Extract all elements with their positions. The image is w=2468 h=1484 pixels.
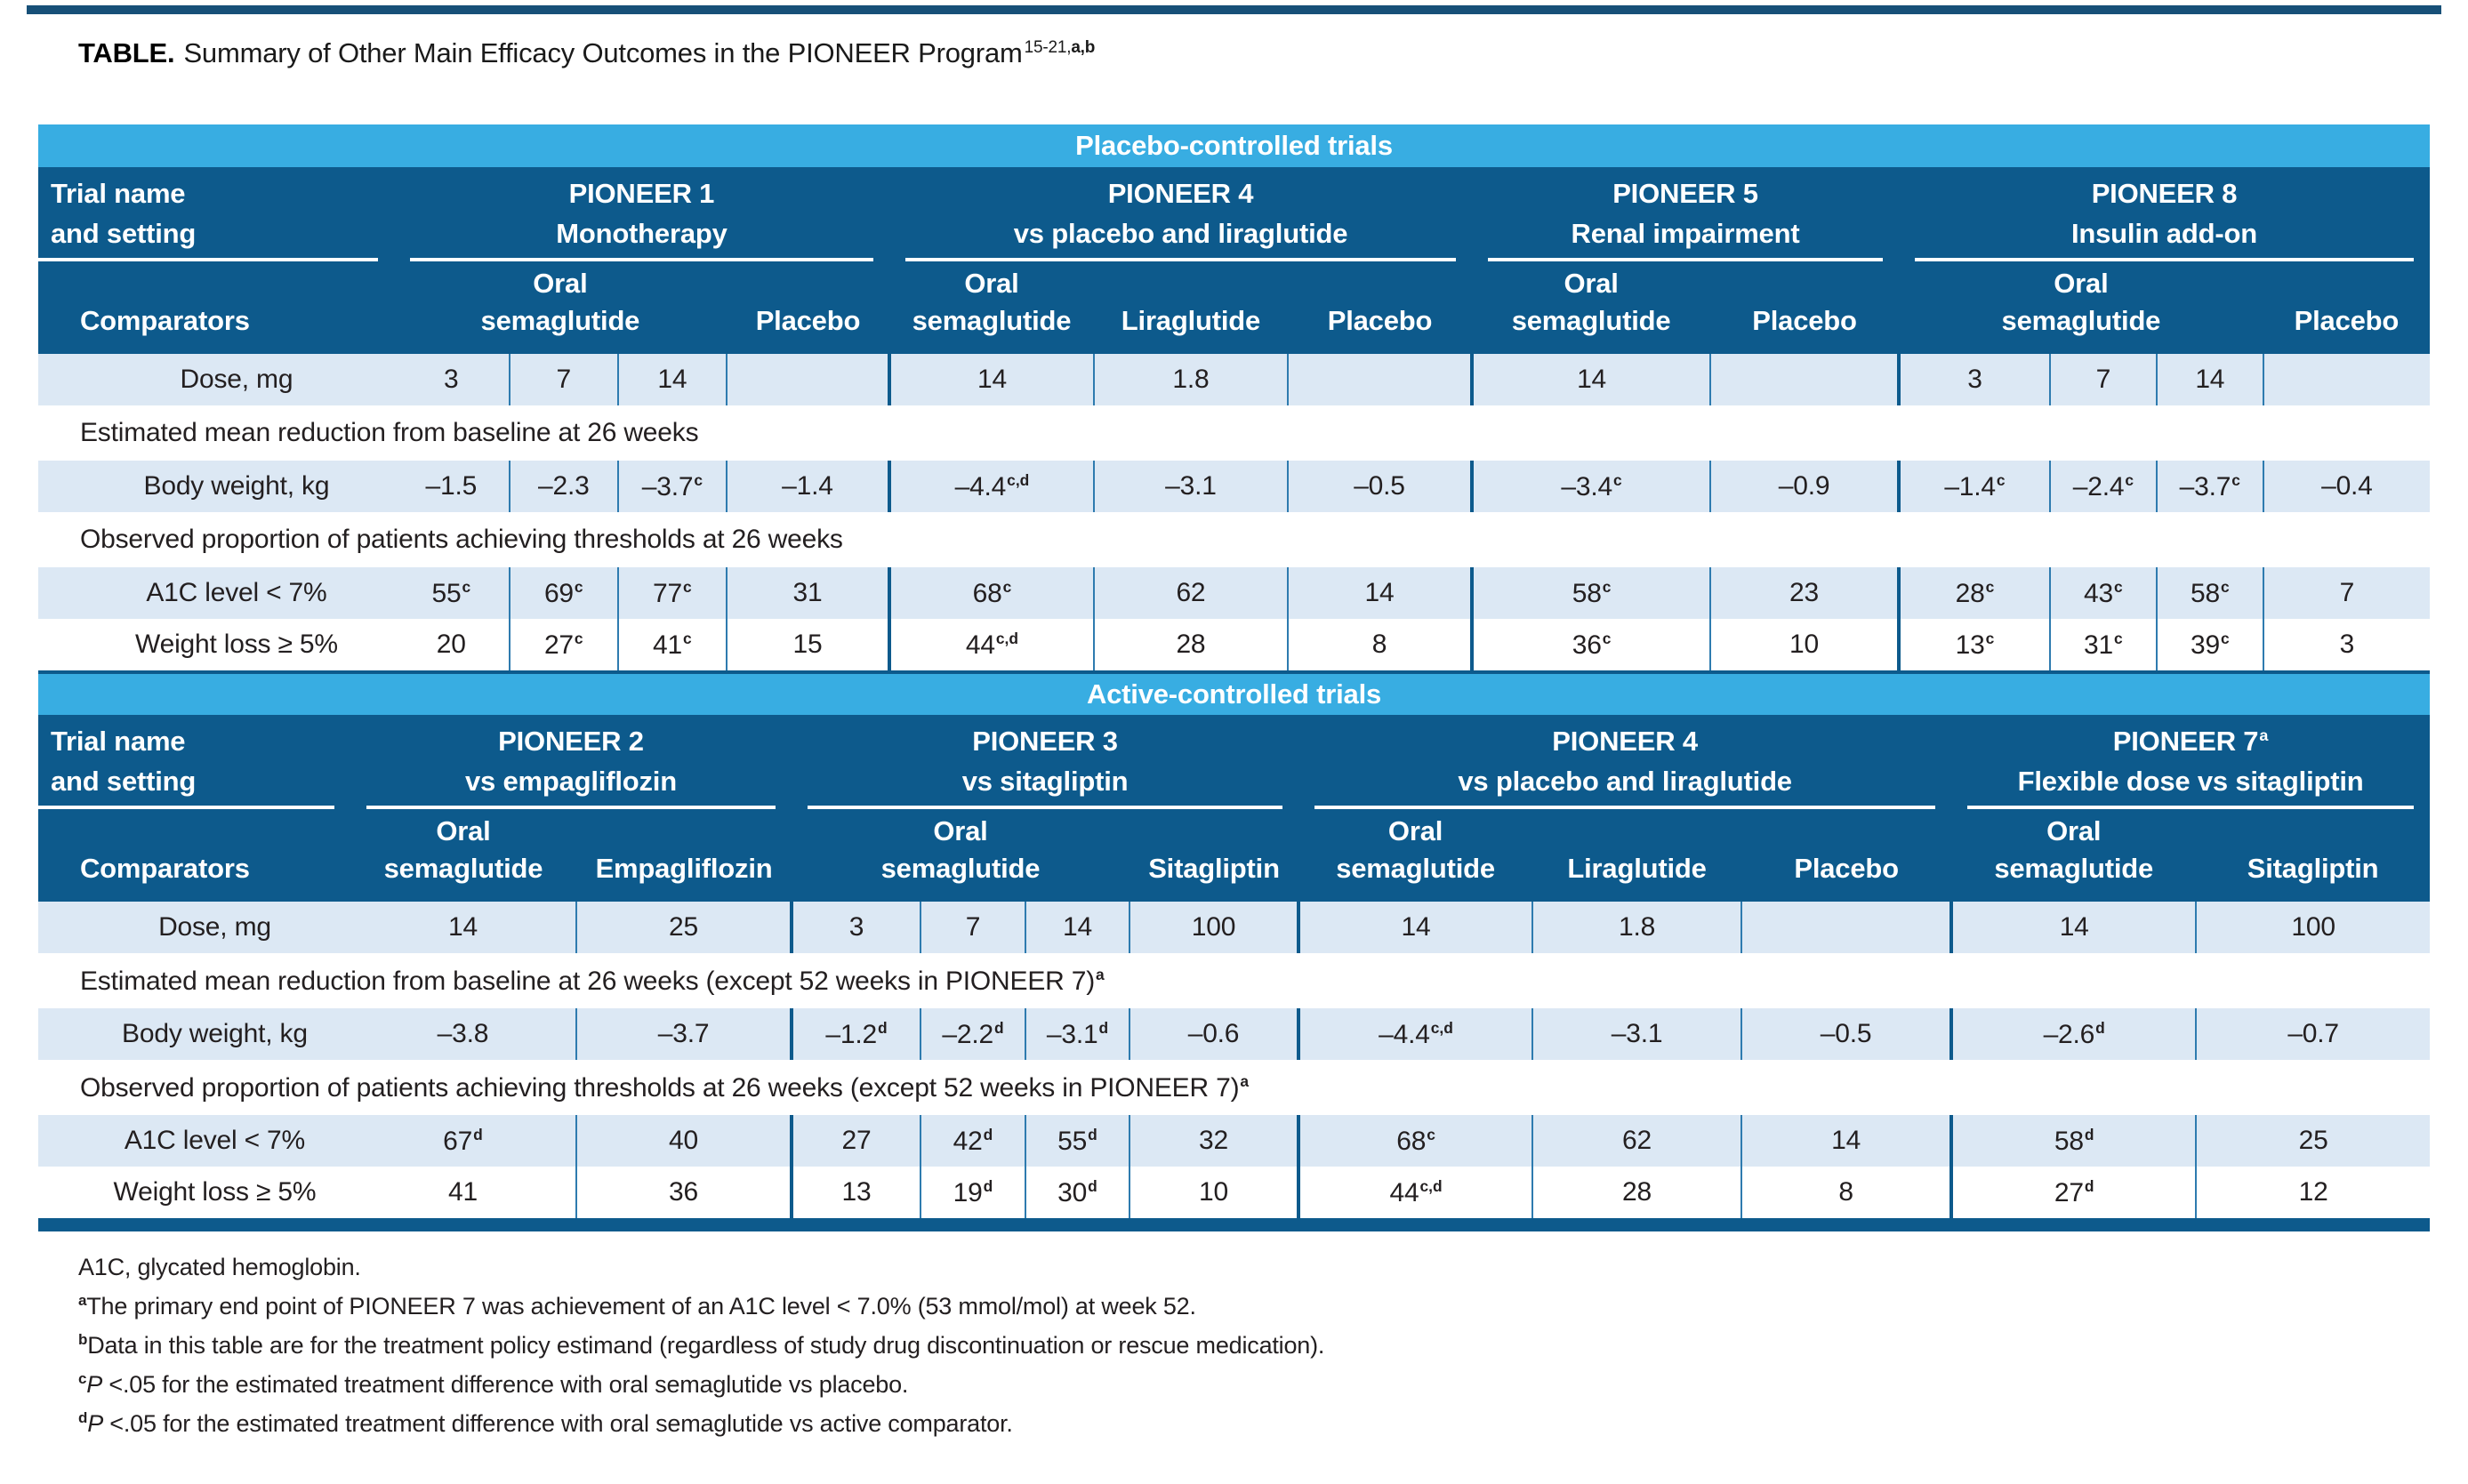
superscript-note: d — [2084, 1176, 2094, 1195]
table-cell: 55$^c$ — [394, 567, 510, 619]
table-row — [38, 1060, 2430, 1115]
table-cell: 14 — [350, 902, 576, 953]
table-cell: 1.8 — [1094, 354, 1288, 405]
footnote-superscript: d — [78, 1409, 88, 1426]
table-cell: –4.4$^{c,d}$ — [889, 461, 1094, 512]
row-label: A1C level < 7% — [38, 567, 394, 619]
table-cell: 23 — [1710, 567, 1899, 619]
row-label: A1C level < 7% — [38, 1115, 350, 1167]
table-cell: 36 — [576, 1167, 792, 1218]
table-cell: 25 — [2196, 1115, 2430, 1167]
table-cell: 28 — [1094, 619, 1288, 670]
table-cell: 40 — [576, 1115, 792, 1167]
header-underline — [410, 258, 873, 261]
table-cell: 7 — [2263, 567, 2430, 619]
table-cell: –0.5 — [1741, 1008, 1951, 1060]
table-row — [38, 809, 2430, 902]
row-label: Dose, mg — [38, 902, 350, 953]
section-band: Active-controlled trials — [38, 672, 2430, 715]
table-row — [38, 261, 2430, 354]
table-cell: 20 — [394, 619, 510, 670]
efficacy-table — [38, 124, 2430, 1231]
table-cell: –1.4 — [727, 461, 889, 512]
header-underline — [38, 806, 334, 809]
table-cell: 62 — [1532, 1115, 1741, 1167]
comparator-header: Placebo — [2263, 261, 2430, 354]
table-cell: –0.5 — [1288, 461, 1472, 512]
table-cell: 39$^c$ — [2157, 619, 2263, 670]
header-underline — [1488, 258, 1883, 261]
table-cell: 41 — [350, 1167, 576, 1218]
table-cell: 13 — [792, 1167, 920, 1218]
superscript-note: c — [462, 577, 471, 596]
table-row — [38, 953, 2430, 1008]
superscript-note: c,d — [1419, 1176, 1443, 1195]
superscript-note: a — [1240, 1071, 1250, 1090]
table-cell: 10 — [1710, 619, 1899, 670]
superscript-note: d — [993, 1018, 1004, 1037]
section-label-row: Estimated mean reduction from baseline at 26 weeks (except 52 weeks in PIONEER 7)$^a$ — [38, 953, 2430, 1008]
row-label: Body weight, kg — [38, 461, 394, 512]
comparator-header: Oral semaglutide — [1951, 809, 2196, 902]
table-row — [38, 672, 2430, 715]
footnote: A1C, glycated hemoglobin. — [78, 1254, 361, 1280]
comparator-header: Liraglutide — [1094, 261, 1288, 354]
comparator-header: Oral semaglutide — [394, 261, 727, 354]
trial-header: PIONEER 2 vs empagliflozin — [350, 715, 792, 809]
table-cell: 42$^d$ — [920, 1115, 1025, 1167]
table-cell: –3.7 — [576, 1008, 792, 1060]
table-cell: 41$^c$ — [618, 619, 727, 670]
trial-header: PIONEER 1 Monotherapy — [394, 167, 889, 261]
section-band: Placebo-controlled trials — [38, 124, 2430, 167]
table-cell: –1.2$^d$ — [792, 1008, 920, 1060]
superscript-note: d — [1088, 1125, 1097, 1143]
table-row — [38, 124, 2430, 167]
table-cell: 13$^c$ — [1899, 619, 2050, 670]
trial-header: PIONEER 4 vs placebo and liraglutide — [1298, 715, 1951, 809]
table-cell: 14 — [1298, 902, 1532, 953]
table-cell: 28 — [1532, 1167, 1741, 1218]
table-cell: 36$^c$ — [1472, 619, 1710, 670]
table-cell: 30$^d$ — [1025, 1167, 1129, 1218]
table-cell: 44$^{c,d}$ — [1298, 1167, 1532, 1218]
header-underline — [366, 806, 776, 809]
table-row — [38, 167, 2430, 261]
table-cell: 31 — [727, 567, 889, 619]
table-cell: 27$^c$ — [510, 619, 618, 670]
table-cell: –1.5 — [394, 461, 510, 512]
table-cell: 25 — [576, 902, 792, 953]
table-cell: 44$^{c,d}$ — [889, 619, 1094, 670]
table-cell: 14 — [1472, 354, 1710, 405]
table-cell: –0.7 — [2196, 1008, 2430, 1060]
footnote: $^b$Data in this table are for the treatment policy estimand (regardless of study drug discontinuation or rescue medication). — [78, 1331, 1325, 1359]
superscript-note: c — [1602, 629, 1612, 647]
table-cell: 14 — [1741, 1115, 1951, 1167]
table-cell: –3.8 — [350, 1008, 576, 1060]
comparator-header: Empagliflozin — [576, 809, 792, 902]
table-cell: 27$^d$ — [1951, 1167, 2196, 1218]
superscript-note: c — [1602, 577, 1612, 596]
table-cell: 14 — [618, 354, 727, 405]
trial-header: PIONEER 5 Renal impairment — [1472, 167, 1899, 261]
superscript-note: c — [574, 629, 583, 647]
comparator-header: Oral semaglutide — [1899, 261, 2263, 354]
table-cell: 100 — [1129, 902, 1298, 953]
table-cell: 8 — [1741, 1167, 1951, 1218]
footnote-superscript: a — [78, 1292, 87, 1309]
comparator-header: Oral semaglutide — [792, 809, 1129, 902]
table-row — [38, 567, 2430, 619]
table-cell: 7 — [920, 902, 1025, 953]
table-row — [38, 354, 2430, 405]
table-cell: –0.4 — [2263, 461, 2430, 512]
table-cell: –3.1 — [1094, 461, 1288, 512]
table-cell: 67$^d$ — [350, 1115, 576, 1167]
header-underline — [808, 806, 1282, 809]
corner-header: Trial name and setting — [38, 715, 350, 809]
table-title-superscript: 15-21,a,b — [1024, 38, 1096, 57]
superscript-note: c — [694, 470, 703, 489]
comparators-header: Comparators — [38, 809, 350, 902]
section-label-row: Observed proportion of patients achieving thresholds at 26 weeks (except 52 weeks in PIONEER 7)$^a$ — [38, 1060, 2430, 1115]
superscript-note: c,d — [1430, 1018, 1453, 1037]
footnote-superscript: c — [78, 1370, 87, 1387]
table-row — [38, 1008, 2430, 1060]
table-cell: 19$^d$ — [920, 1167, 1025, 1218]
footnote-superscript: b — [78, 1331, 88, 1348]
top-rule — [27, 5, 2441, 14]
table-row — [38, 1167, 2430, 1218]
table-cell: –3.4$^c$ — [1472, 461, 1710, 512]
superscript-note: c — [683, 629, 692, 647]
header-underline — [1915, 258, 2414, 261]
footnote: $^d$P <.05 for the estimated treatment difference with oral semaglutide vs active comparator. — [78, 1409, 1013, 1437]
table-cell — [1741, 902, 1951, 953]
table-cell: 28$^c$ — [1899, 567, 2050, 619]
superscript-note: a — [2259, 726, 2269, 744]
header-underline — [905, 258, 1456, 261]
table-root — [38, 124, 2430, 1218]
table-cell: 14 — [1951, 902, 2196, 953]
table-row — [38, 619, 2430, 670]
superscript-note: c — [1613, 470, 1622, 489]
comparator-header: Oral semaglutide — [889, 261, 1094, 354]
superscript-note: c — [2231, 470, 2240, 489]
superscript-note: c — [574, 577, 583, 596]
trial-header: PIONEER 8 Insulin add-on — [1899, 167, 2430, 261]
table-cell — [1288, 354, 1472, 405]
table-cell: 68$^c$ — [889, 567, 1094, 619]
table-cell: 3 — [1899, 354, 2050, 405]
table-cell: –3.7$^c$ — [2157, 461, 2263, 512]
table-title-text: Summary of Other Main Efficacy Outcomes in the PIONEER Program — [183, 37, 1023, 68]
table-cell: 77$^c$ — [618, 567, 727, 619]
table-cell: 43$^c$ — [2050, 567, 2157, 619]
comparator-header: Sitagliptin — [1129, 809, 1298, 902]
superscript-note: c — [2220, 629, 2230, 647]
comparator-header: Liraglutide — [1532, 809, 1741, 902]
table-title — [78, 37, 1095, 69]
trial-header: PIONEER 7$^a$ Flexible dose vs sitagliptin — [1951, 715, 2430, 809]
table-row — [38, 461, 2430, 512]
table-cell: 100 — [2196, 902, 2430, 953]
header-underline — [1967, 806, 2414, 809]
header-underline — [38, 258, 378, 261]
table-row — [38, 715, 2430, 809]
table-cell: –0.6 — [1129, 1008, 1298, 1060]
superscript-note: d — [983, 1125, 993, 1143]
comparator-header: Sitagliptin — [2196, 809, 2430, 902]
superscript-note: d — [1098, 1018, 1109, 1037]
table-row — [38, 902, 2430, 953]
table-cell: –1.4$^c$ — [1899, 461, 2050, 512]
table-cell: –4.4$^{c,d}$ — [1298, 1008, 1532, 1060]
table-cell: –3.7$^c$ — [618, 461, 727, 512]
row-label: Body weight, kg — [38, 1008, 350, 1060]
table-cell: –2.2$^d$ — [920, 1008, 1025, 1060]
table-cell: 14 — [1288, 567, 1472, 619]
comparator-header: Placebo — [727, 261, 889, 354]
trial-header: PIONEER 3 vs sitagliptin — [792, 715, 1298, 809]
table-cell: 58$^c$ — [2157, 567, 2263, 619]
table-cell — [1710, 354, 1899, 405]
table-bottom-border — [38, 1218, 2430, 1231]
comparator-header: Placebo — [1710, 261, 1899, 354]
table-row — [38, 1115, 2430, 1167]
table-cell: 15 — [727, 619, 889, 670]
header-underline — [1314, 806, 1935, 809]
table-cell: –3.1$^d$ — [1025, 1008, 1129, 1060]
table-cell: 1.8 — [1532, 902, 1741, 953]
table-cell: 7 — [510, 354, 618, 405]
superscript-note: c — [683, 577, 692, 596]
comparator-header: Placebo — [1288, 261, 1472, 354]
corner-header: Trial name and setting — [38, 167, 394, 261]
table-cell: 14 — [2157, 354, 2263, 405]
table-cell: 14 — [889, 354, 1094, 405]
superscript-note: d — [2095, 1018, 2105, 1037]
table-cell: –2.6$^d$ — [1951, 1008, 2196, 1060]
table-cell: 69$^c$ — [510, 567, 618, 619]
table-cell: 3 — [394, 354, 510, 405]
table-cell: 32 — [1129, 1115, 1298, 1167]
superscript-note: c,d — [995, 629, 1019, 647]
table-cell: 68$^c$ — [1298, 1115, 1532, 1167]
table-cell: –2.4$^c$ — [2050, 461, 2157, 512]
table-cell: 55$^d$ — [1025, 1115, 1129, 1167]
superscript-note: d — [2084, 1125, 2094, 1143]
table-cell: 8 — [1288, 619, 1472, 670]
table-cell: 58$^d$ — [1951, 1115, 2196, 1167]
footnotes — [78, 1250, 1324, 1440]
footnote: $^a$The primary end point of PIONEER 7 was achievement of an A1C level < 7.0% (53 mmol/mol) at week 52. — [78, 1292, 1196, 1320]
superscript-note: c — [1996, 470, 2006, 489]
superscript-note: c — [2220, 577, 2230, 596]
superscript-note: a — [1096, 965, 1105, 983]
superscript-note: d — [983, 1176, 993, 1195]
table-cell: –3.1 — [1532, 1008, 1741, 1060]
superscript-note: c,d — [1007, 470, 1030, 489]
section-label-row: Estimated mean reduction from baseline at 26 weeks — [38, 405, 2430, 461]
table-cell: 3 — [792, 902, 920, 953]
footnote: $^c$P <.05 for the estimated treatment difference with oral semaglutide vs placebo. — [78, 1370, 909, 1398]
table-title-label: TABLE. — [78, 37, 175, 68]
table-cell: 58$^c$ — [1472, 567, 1710, 619]
row-label: Dose, mg — [38, 354, 394, 405]
superscript-note: c — [2114, 629, 2123, 647]
superscript-note: c — [1427, 1125, 1435, 1143]
superscript-note: c — [1985, 577, 1995, 596]
comparator-header: Oral semaglutide — [350, 809, 576, 902]
table-cell: –0.9 — [1710, 461, 1899, 512]
comparators-header: Comparators — [38, 261, 394, 354]
table-cell: 62 — [1094, 567, 1288, 619]
table-cell: 10 — [1129, 1167, 1298, 1218]
table-cell: –2.3 — [510, 461, 618, 512]
trial-header: PIONEER 4 vs placebo and liraglutide — [889, 167, 1472, 261]
table-cell: 31$^c$ — [2050, 619, 2157, 670]
table-cell: 3 — [2263, 619, 2430, 670]
comparator-header: Placebo — [1741, 809, 1951, 902]
superscript-note: c — [1002, 577, 1012, 596]
table-cell: 12 — [2196, 1167, 2430, 1218]
superscript-note: d — [877, 1018, 888, 1037]
superscript-note: c — [1985, 629, 1995, 647]
row-label: Weight loss ≥ 5% — [38, 1167, 350, 1218]
table-row — [38, 405, 2430, 461]
table-cell: 14 — [1025, 902, 1129, 953]
table-cell — [727, 354, 889, 405]
comparator-header: Oral semaglutide — [1472, 261, 1710, 354]
table-cell — [2263, 354, 2430, 405]
table-cell: 27 — [792, 1115, 920, 1167]
table-cell: 7 — [2050, 354, 2157, 405]
active-trials-table — [38, 670, 2430, 1218]
row-label: Weight loss ≥ 5% — [38, 619, 394, 670]
table-row — [38, 512, 2430, 567]
placebo-trials-table — [38, 124, 2430, 670]
superscript-note: c — [2125, 470, 2134, 489]
superscript-note: c — [2114, 577, 2123, 596]
superscript-note: d — [473, 1125, 483, 1143]
section-label-row: Observed proportion of patients achieving thresholds at 26 weeks — [38, 512, 2430, 567]
comparator-header: Oral semaglutide — [1298, 809, 1532, 902]
superscript-note: d — [1088, 1176, 1097, 1195]
